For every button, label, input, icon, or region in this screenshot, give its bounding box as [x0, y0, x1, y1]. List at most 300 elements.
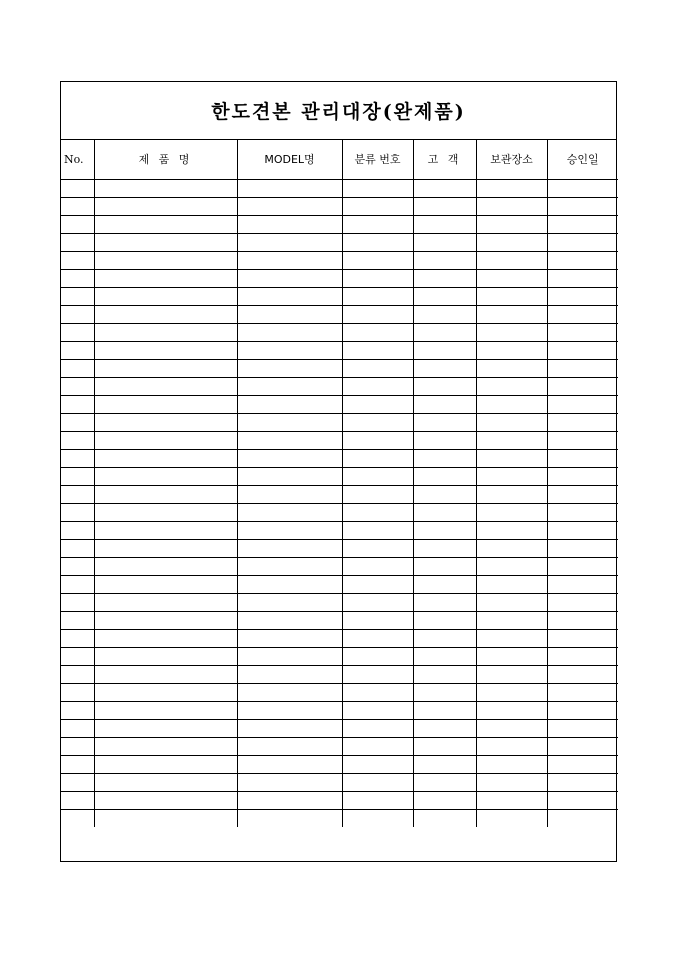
table-cell[interactable]: [413, 467, 476, 485]
table-cell[interactable]: [476, 809, 547, 827]
table-cell[interactable]: [547, 773, 618, 791]
table-cell[interactable]: [61, 557, 94, 575]
table-cell[interactable]: [342, 701, 413, 719]
table-cell[interactable]: [476, 395, 547, 413]
table-cell[interactable]: [413, 359, 476, 377]
table-cell[interactable]: [413, 431, 476, 449]
table-cell[interactable]: [342, 323, 413, 341]
table-cell[interactable]: [342, 197, 413, 215]
table-cell[interactable]: [61, 629, 94, 647]
table-row: [61, 359, 618, 377]
title-bar: [61, 82, 616, 140]
table-cell[interactable]: [94, 755, 237, 773]
table-cell[interactable]: [237, 467, 342, 485]
table-cell[interactable]: [413, 593, 476, 611]
table-cell[interactable]: [476, 305, 547, 323]
table-cell[interactable]: [94, 179, 237, 197]
table-cell[interactable]: [237, 611, 342, 629]
table-cell[interactable]: [547, 665, 618, 683]
table-cell[interactable]: [61, 503, 94, 521]
table-cell[interactable]: [547, 197, 618, 215]
table-cell[interactable]: [94, 593, 237, 611]
table-cell[interactable]: [61, 413, 94, 431]
table-cell[interactable]: [342, 305, 413, 323]
table-cell[interactable]: [413, 755, 476, 773]
table-cell[interactable]: [547, 359, 618, 377]
table-cell[interactable]: [237, 557, 342, 575]
table-cell[interactable]: [476, 359, 547, 377]
table-cell[interactable]: [94, 665, 237, 683]
table-row: [61, 701, 618, 719]
table-cell[interactable]: [94, 269, 237, 287]
table-cell[interactable]: [61, 341, 94, 359]
table-cell[interactable]: [237, 359, 342, 377]
table-cell[interactable]: [61, 179, 94, 197]
table-cell[interactable]: [237, 791, 342, 809]
table-cell[interactable]: [342, 557, 413, 575]
table-cell[interactable]: [94, 251, 237, 269]
table-row: [61, 305, 618, 323]
table-cell[interactable]: [547, 449, 618, 467]
table-row: [61, 755, 618, 773]
table-cell[interactable]: [547, 305, 618, 323]
table-cell[interactable]: [94, 647, 237, 665]
table-cell[interactable]: [547, 557, 618, 575]
table-cell[interactable]: [237, 179, 342, 197]
table-cell[interactable]: [342, 521, 413, 539]
table-row: [61, 809, 618, 827]
table-cell[interactable]: [476, 557, 547, 575]
table-cell[interactable]: [547, 503, 618, 521]
table-cell[interactable]: [413, 485, 476, 503]
table-cell[interactable]: [342, 467, 413, 485]
table-cell[interactable]: [413, 377, 476, 395]
table-cell[interactable]: [342, 719, 413, 737]
table-row: [61, 719, 618, 737]
table-cell[interactable]: [61, 521, 94, 539]
table-cell[interactable]: [413, 719, 476, 737]
table-cell[interactable]: [237, 647, 342, 665]
table-cell[interactable]: [61, 755, 94, 773]
table-cell[interactable]: [413, 647, 476, 665]
table-cell[interactable]: [413, 575, 476, 593]
table-cell[interactable]: [547, 647, 618, 665]
table-cell[interactable]: [342, 665, 413, 683]
table-cell[interactable]: [476, 449, 547, 467]
table-cell[interactable]: [413, 341, 476, 359]
table-cell[interactable]: [61, 611, 94, 629]
table-cell[interactable]: [342, 449, 413, 467]
table-cell[interactable]: [547, 377, 618, 395]
table-cell[interactable]: [413, 305, 476, 323]
table-cell[interactable]: [413, 521, 476, 539]
table-cell[interactable]: [237, 719, 342, 737]
header-category-number: 분류 번호: [342, 140, 413, 179]
table-cell[interactable]: [61, 395, 94, 413]
table-cell[interactable]: [94, 377, 237, 395]
table-cell[interactable]: [342, 539, 413, 557]
table-cell[interactable]: [237, 755, 342, 773]
table-cell[interactable]: [61, 467, 94, 485]
table-cell[interactable]: [413, 215, 476, 233]
table-cell[interactable]: [413, 413, 476, 431]
table-cell[interactable]: [342, 593, 413, 611]
table-row: [61, 449, 618, 467]
table-cell[interactable]: [61, 305, 94, 323]
table-cell[interactable]: [94, 809, 237, 827]
table-cell[interactable]: [547, 683, 618, 701]
table-cell[interactable]: [342, 395, 413, 413]
header-product-name: 제 품 명: [94, 140, 237, 179]
table-cell[interactable]: [94, 359, 237, 377]
table-cell[interactable]: [237, 287, 342, 305]
header-customer: 고 객: [413, 140, 476, 179]
table-cell[interactable]: [413, 791, 476, 809]
table-cell[interactable]: [413, 701, 476, 719]
table-cell[interactable]: [476, 287, 547, 305]
table-cell[interactable]: [342, 683, 413, 701]
table-cell[interactable]: [94, 557, 237, 575]
table-cell[interactable]: [342, 359, 413, 377]
table-cell[interactable]: [547, 413, 618, 431]
table-cell[interactable]: [94, 413, 237, 431]
table-cell[interactable]: [413, 197, 476, 215]
table-cell[interactable]: [413, 737, 476, 755]
table-cell[interactable]: [237, 593, 342, 611]
table-cell[interactable]: [342, 179, 413, 197]
table-row: [61, 575, 618, 593]
table-cell[interactable]: [547, 269, 618, 287]
table-cell[interactable]: [547, 719, 618, 737]
table-cell[interactable]: [237, 737, 342, 755]
table-cell[interactable]: [476, 485, 547, 503]
table-cell[interactable]: [476, 341, 547, 359]
table-cell[interactable]: [476, 377, 547, 395]
table-cell[interactable]: [237, 809, 342, 827]
table-cell[interactable]: [94, 233, 237, 251]
table-cell[interactable]: [413, 683, 476, 701]
table-cell[interactable]: [547, 701, 618, 719]
table-cell[interactable]: [237, 701, 342, 719]
table-cell[interactable]: [342, 611, 413, 629]
table-row: [61, 467, 618, 485]
table-cell[interactable]: [94, 683, 237, 701]
table-cell[interactable]: [237, 305, 342, 323]
table-cell[interactable]: [342, 233, 413, 251]
table-cell[interactable]: [413, 449, 476, 467]
table-cell[interactable]: [547, 809, 618, 827]
table-row: [61, 665, 618, 683]
table-cell[interactable]: [237, 413, 342, 431]
table-cell[interactable]: [94, 719, 237, 737]
table-cell[interactable]: [61, 323, 94, 341]
table-cell[interactable]: [547, 431, 618, 449]
table-cell[interactable]: [94, 737, 237, 755]
table-cell[interactable]: [342, 341, 413, 359]
table-cell[interactable]: [237, 377, 342, 395]
table-cell[interactable]: [237, 773, 342, 791]
table-row: [61, 611, 618, 629]
table-cell[interactable]: [61, 719, 94, 737]
header-model-name: MODEL명: [237, 140, 342, 179]
table-cell[interactable]: [237, 251, 342, 269]
table-cell[interactable]: [476, 269, 547, 287]
table-row: [61, 323, 618, 341]
table-cell[interactable]: [342, 647, 413, 665]
table-cell[interactable]: [476, 179, 547, 197]
table-cell[interactable]: [61, 701, 94, 719]
table-cell[interactable]: [61, 683, 94, 701]
table-cell[interactable]: [61, 197, 94, 215]
table-cell[interactable]: [413, 179, 476, 197]
table-cell[interactable]: [476, 665, 547, 683]
table-cell[interactable]: [547, 341, 618, 359]
table-cell[interactable]: [476, 521, 547, 539]
table-cell[interactable]: [94, 629, 237, 647]
header-no: No.: [61, 140, 94, 179]
table-cell[interactable]: [61, 809, 94, 827]
table-row: [61, 269, 618, 287]
table-cell[interactable]: [94, 791, 237, 809]
table-cell[interactable]: [547, 539, 618, 557]
table-cell[interactable]: [61, 647, 94, 665]
table-row: [61, 539, 618, 557]
table-cell[interactable]: [94, 485, 237, 503]
table-row: [61, 521, 618, 539]
table-cell[interactable]: [476, 593, 547, 611]
table-cell[interactable]: [547, 251, 618, 269]
table-cell[interactable]: [237, 215, 342, 233]
table-cell[interactable]: [342, 287, 413, 305]
table-cell[interactable]: [476, 629, 547, 647]
table-cell[interactable]: [61, 287, 94, 305]
table-cell[interactable]: [61, 233, 94, 251]
table-cell[interactable]: [94, 521, 237, 539]
table-cell[interactable]: [476, 683, 547, 701]
table-cell[interactable]: [342, 431, 413, 449]
table-cell[interactable]: [237, 269, 342, 287]
table-row: [61, 215, 618, 233]
table-cell[interactable]: [476, 773, 547, 791]
table-cell[interactable]: [342, 377, 413, 395]
table-row: [61, 413, 618, 431]
table-cell[interactable]: [342, 755, 413, 773]
table-cell[interactable]: [547, 791, 618, 809]
table-row: [61, 251, 618, 269]
table-cell[interactable]: [476, 539, 547, 557]
table-cell[interactable]: [413, 503, 476, 521]
table-cell[interactable]: [476, 575, 547, 593]
table-cell[interactable]: [547, 521, 618, 539]
table-cell[interactable]: [547, 467, 618, 485]
table-cell[interactable]: [476, 197, 547, 215]
ledger-table: [61, 140, 618, 827]
table-cell[interactable]: [237, 449, 342, 467]
table-row: [61, 737, 618, 755]
header-storage-location: 보관장소: [476, 140, 547, 179]
table-cell[interactable]: [476, 251, 547, 269]
table-cell[interactable]: [61, 575, 94, 593]
table-cell[interactable]: [547, 179, 618, 197]
table-cell[interactable]: [94, 575, 237, 593]
table-cell[interactable]: [413, 395, 476, 413]
table-cell[interactable]: [94, 287, 237, 305]
table-cell[interactable]: [342, 269, 413, 287]
table-cell[interactable]: [237, 431, 342, 449]
page-title: 한도견본 관리대장(완제품): [211, 101, 466, 123]
table-cell[interactable]: [61, 773, 94, 791]
table-cell[interactable]: [61, 737, 94, 755]
table-cell[interactable]: [413, 611, 476, 629]
table-row: [61, 503, 618, 521]
table-cell[interactable]: [237, 323, 342, 341]
table-cell[interactable]: [547, 629, 618, 647]
table-cell[interactable]: [476, 647, 547, 665]
table-cell[interactable]: [237, 683, 342, 701]
table-cell[interactable]: [413, 539, 476, 557]
table-cell[interactable]: [94, 611, 237, 629]
table-cell[interactable]: [94, 395, 237, 413]
table-cell[interactable]: [237, 521, 342, 539]
table-cell[interactable]: [547, 755, 618, 773]
table-cell[interactable]: [61, 665, 94, 683]
table-row: [61, 647, 618, 665]
table-cell[interactable]: [61, 251, 94, 269]
table-cell[interactable]: [61, 449, 94, 467]
table-cell[interactable]: [94, 341, 237, 359]
table-cell[interactable]: [476, 467, 547, 485]
table-cell[interactable]: [476, 413, 547, 431]
ledger-body: [61, 179, 618, 827]
table-cell[interactable]: [547, 485, 618, 503]
table-cell[interactable]: [413, 269, 476, 287]
table-cell[interactable]: [547, 593, 618, 611]
table-cell[interactable]: [61, 593, 94, 611]
table-cell[interactable]: [413, 665, 476, 683]
table-cell[interactable]: [413, 233, 476, 251]
table-cell[interactable]: [342, 791, 413, 809]
table-cell[interactable]: [237, 395, 342, 413]
table-cell[interactable]: [476, 791, 547, 809]
table-cell[interactable]: [547, 737, 618, 755]
table-cell[interactable]: [342, 503, 413, 521]
table-cell[interactable]: [342, 737, 413, 755]
table-row: [61, 683, 618, 701]
table-cell[interactable]: [342, 773, 413, 791]
table-cell[interactable]: [547, 323, 618, 341]
table-cell[interactable]: [413, 773, 476, 791]
header-row: [61, 140, 618, 179]
table-cell[interactable]: [94, 701, 237, 719]
table-cell[interactable]: [413, 809, 476, 827]
table-row: [61, 557, 618, 575]
table-cell[interactable]: [94, 305, 237, 323]
table-cell[interactable]: [94, 323, 237, 341]
table-row: [61, 629, 618, 647]
table-cell[interactable]: [237, 665, 342, 683]
table-cell[interactable]: [237, 197, 342, 215]
table-row: [61, 197, 618, 215]
table-row: [61, 377, 618, 395]
table-cell[interactable]: [547, 395, 618, 413]
header-approval-date: 승인일: [547, 140, 618, 179]
table-row: [61, 773, 618, 791]
table-cell[interactable]: [342, 215, 413, 233]
table-row: [61, 431, 618, 449]
table-cell[interactable]: [61, 791, 94, 809]
table-cell[interactable]: [547, 287, 618, 305]
table-cell[interactable]: [342, 251, 413, 269]
table-cell[interactable]: [237, 539, 342, 557]
table-cell[interactable]: [94, 431, 237, 449]
table-cell[interactable]: [476, 503, 547, 521]
table-cell[interactable]: [94, 773, 237, 791]
table-cell[interactable]: [476, 737, 547, 755]
table-cell[interactable]: [237, 233, 342, 251]
table-row: [61, 179, 618, 197]
table-cell[interactable]: [413, 287, 476, 305]
table-cell[interactable]: [342, 575, 413, 593]
table-cell[interactable]: [237, 485, 342, 503]
table-cell[interactable]: [61, 377, 94, 395]
table-cell[interactable]: [476, 233, 547, 251]
table-cell[interactable]: [61, 269, 94, 287]
table-cell[interactable]: [413, 629, 476, 647]
table-cell[interactable]: [476, 215, 547, 233]
table-cell[interactable]: [61, 539, 94, 557]
table-cell[interactable]: [61, 431, 94, 449]
table-cell[interactable]: [413, 251, 476, 269]
table-cell[interactable]: [94, 197, 237, 215]
table-row: [61, 233, 618, 251]
ledger-sheet: [60, 81, 617, 862]
table-cell[interactable]: [237, 629, 342, 647]
table-cell[interactable]: [476, 755, 547, 773]
table-cell[interactable]: [94, 467, 237, 485]
table-cell[interactable]: [61, 359, 94, 377]
table-cell[interactable]: [342, 809, 413, 827]
table-cell[interactable]: [547, 215, 618, 233]
table-cell[interactable]: [342, 629, 413, 647]
table-row: [61, 485, 618, 503]
table-row: [61, 341, 618, 359]
table-cell[interactable]: [342, 413, 413, 431]
table-cell[interactable]: [94, 449, 237, 467]
table-cell[interactable]: [237, 575, 342, 593]
table-cell[interactable]: [237, 503, 342, 521]
table-cell[interactable]: [547, 233, 618, 251]
table-cell[interactable]: [413, 323, 476, 341]
table-cell[interactable]: [547, 611, 618, 629]
table-cell[interactable]: [547, 575, 618, 593]
table-cell[interactable]: [237, 341, 342, 359]
table-row: [61, 287, 618, 305]
table-cell[interactable]: [476, 701, 547, 719]
table-cell[interactable]: [342, 485, 413, 503]
table-cell[interactable]: [94, 215, 237, 233]
table-cell[interactable]: [61, 485, 94, 503]
table-cell[interactable]: [94, 539, 237, 557]
table-cell[interactable]: [476, 611, 547, 629]
table-row: [61, 395, 618, 413]
table-cell[interactable]: [476, 323, 547, 341]
table-row: [61, 791, 618, 809]
table-cell[interactable]: [476, 719, 547, 737]
table-cell[interactable]: [61, 215, 94, 233]
table-cell[interactable]: [413, 557, 476, 575]
table-cell[interactable]: [476, 431, 547, 449]
table-cell[interactable]: [94, 503, 237, 521]
